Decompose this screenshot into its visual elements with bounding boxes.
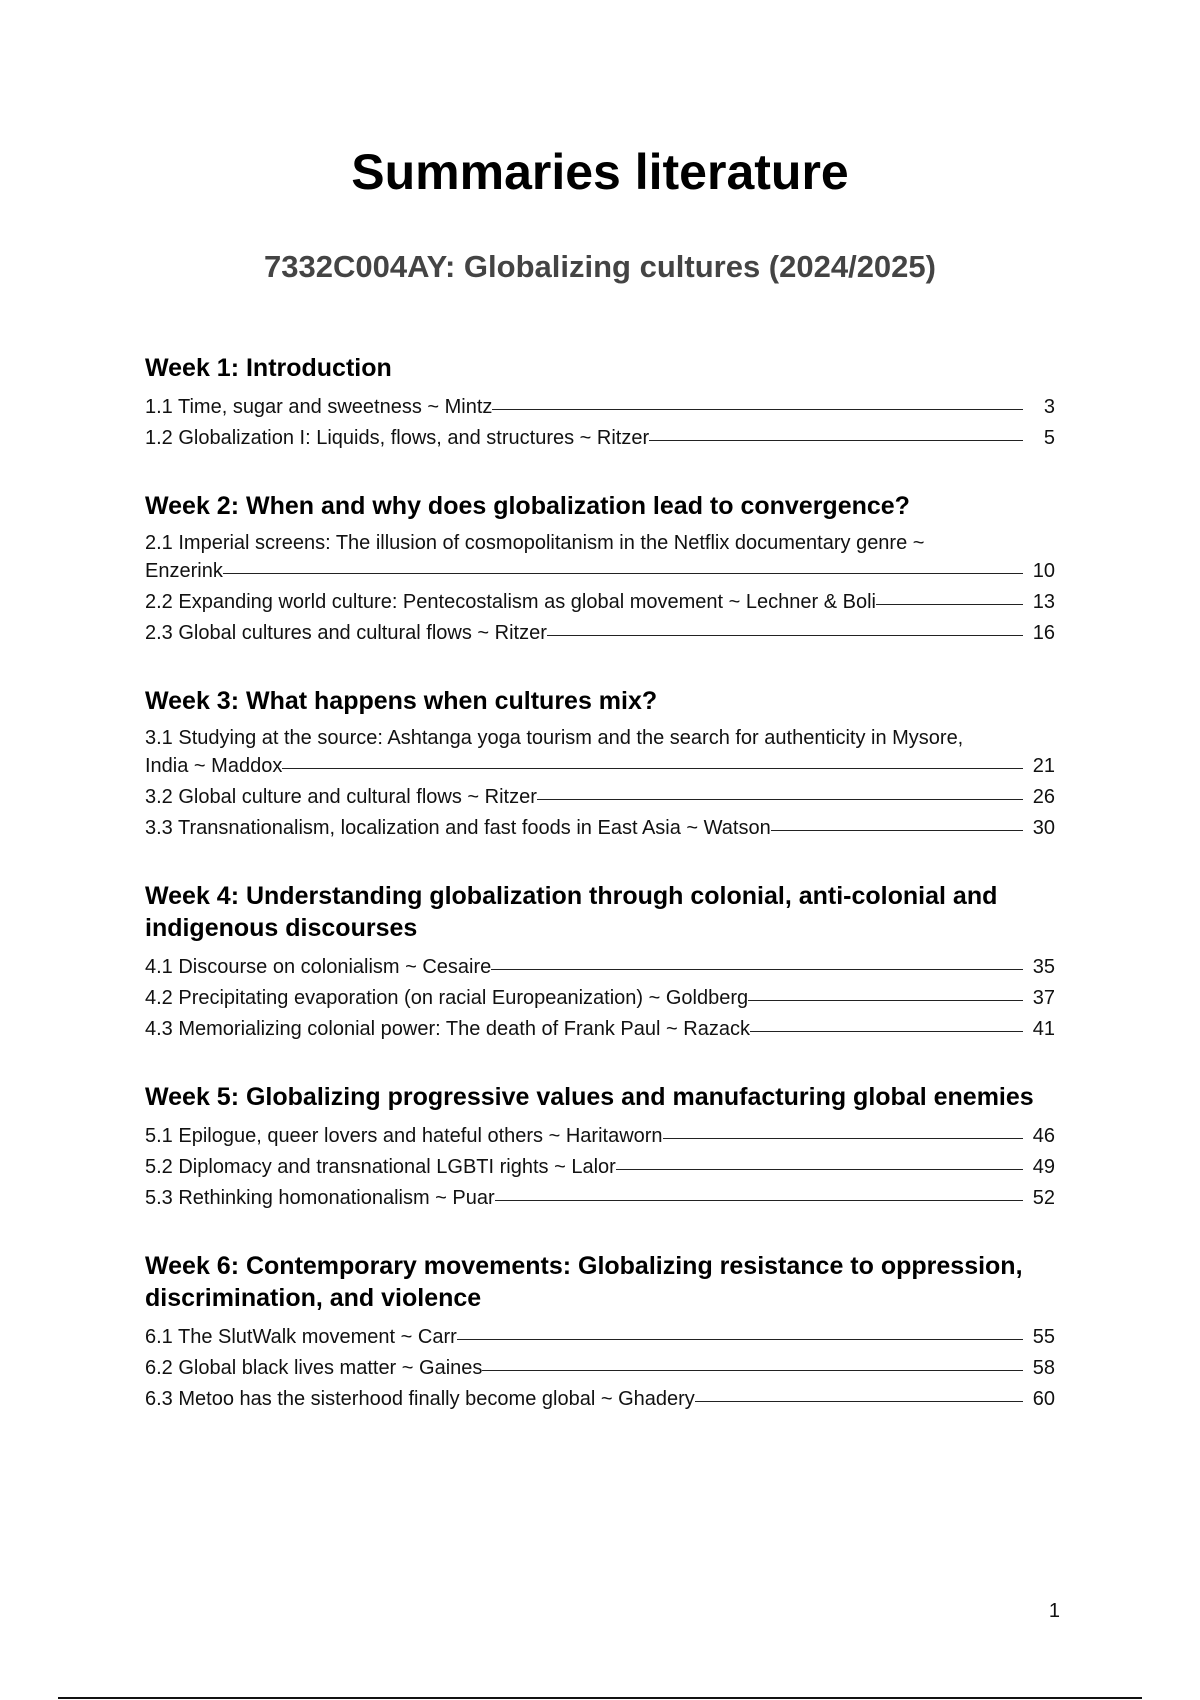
toc-entry[interactable] bbox=[145, 1322, 1055, 1353]
dot-leader bbox=[537, 799, 1023, 800]
toc-week-6 bbox=[145, 1250, 1055, 1415]
footer-divider bbox=[58, 1697, 1142, 1699]
entry-page-number: 21 bbox=[1032, 755, 1055, 777]
week-heading: Week 6: Contemporary movements: Globalizing resistance to oppression, discrimination, and violence bbox=[145, 1252, 1023, 1312]
toc-entry[interactable] bbox=[145, 392, 1055, 423]
entry-page-number: 30 bbox=[1032, 817, 1055, 839]
page-number: 1 bbox=[1048, 1600, 1060, 1622]
dot-leader bbox=[482, 1370, 1023, 1371]
entry-title: 3.2 Global culture and cultural flows ~ Ritzer bbox=[145, 786, 537, 808]
entry-page-number: 49 bbox=[1032, 1156, 1055, 1178]
dot-leader bbox=[547, 635, 1023, 636]
dot-leader bbox=[876, 604, 1023, 605]
entry-title: 4.2 Precipitating evaporation (on racial Europeanization) ~ Goldberg bbox=[145, 987, 749, 1009]
entry-page-number: 55 bbox=[1032, 1326, 1055, 1348]
toc-entry[interactable] bbox=[145, 1121, 1055, 1152]
entry-page-number: 60 bbox=[1032, 1388, 1055, 1410]
dot-leader bbox=[495, 1200, 1023, 1201]
entry-page-number: 13 bbox=[1032, 591, 1055, 613]
dot-leader bbox=[649, 440, 1023, 441]
entry-title: 5.2 Diplomacy and transnational LGBTI rights ~ Lalor bbox=[145, 1156, 616, 1178]
dot-leader bbox=[663, 1138, 1023, 1139]
toc-entry[interactable] bbox=[145, 530, 1055, 587]
document-title: Summaries literature bbox=[351, 144, 849, 200]
entry-page-number: 41 bbox=[1032, 1018, 1055, 1040]
dot-leader bbox=[750, 1031, 1023, 1032]
toc-entry[interactable] bbox=[145, 1014, 1055, 1045]
entry-page-number: 35 bbox=[1032, 956, 1055, 978]
entry-page-number: 52 bbox=[1032, 1187, 1055, 1209]
week-heading: Week 3: What happens when cultures mix? bbox=[145, 687, 658, 715]
toc-entry[interactable] bbox=[145, 618, 1055, 649]
entry-title: 3.3 Transnationalism, localization and fast foods in East Asia ~ Watson bbox=[145, 817, 771, 839]
entry-page-number: 16 bbox=[1032, 622, 1055, 644]
toc-week-1 bbox=[145, 352, 1055, 454]
entry-title: 6.3 Metoo has the sisterhood finally become global ~ Ghadery bbox=[145, 1388, 695, 1410]
entry-title-line2: India ~ Maddox bbox=[145, 755, 283, 777]
dot-leader bbox=[492, 409, 1023, 410]
dot-leader bbox=[282, 768, 1023, 769]
entry-page-number: 3 bbox=[1043, 396, 1055, 418]
entry-page-number: 37 bbox=[1032, 987, 1055, 1009]
week-heading: Week 2: When and why does globalization lead to convergence? bbox=[145, 492, 910, 520]
toc-entry[interactable] bbox=[145, 1384, 1055, 1415]
dot-leader bbox=[491, 969, 1023, 970]
table-of-contents bbox=[145, 352, 1055, 1451]
toc-week-3 bbox=[145, 685, 1055, 844]
toc-week-5 bbox=[145, 1081, 1055, 1214]
entry-title-line1: 3.1 Studying at the source: Ashtanga yoga tourism and the search for authenticity in Mysore, bbox=[145, 727, 964, 749]
entry-title: 2.2 Expanding world culture: Pentecostalism as global movement ~ Lechner & Boli bbox=[145, 591, 876, 613]
entry-title: 5.1 Epilogue, queer lovers and hateful others ~ Haritaworn bbox=[145, 1125, 663, 1147]
entry-page-number: 26 bbox=[1032, 786, 1055, 808]
entry-title: 1.1 Time, sugar and sweetness ~ Mintz bbox=[145, 396, 493, 418]
toc-entry[interactable] bbox=[145, 952, 1055, 983]
entry-title: 6.2 Global black lives matter ~ Gaines bbox=[145, 1357, 483, 1379]
entry-title-line1: 2.1 Imperial screens: The illusion of cosmopolitanism in the Netflix documentary genre ~ bbox=[145, 532, 925, 554]
toc-entry[interactable] bbox=[145, 587, 1055, 618]
week-heading: Week 4: Understanding globalization through colonial, anti-colonial and indigenous discourses bbox=[145, 882, 998, 942]
entry-title-line2: Enzerink bbox=[145, 560, 223, 582]
entry-page-number: 58 bbox=[1032, 1357, 1055, 1379]
entry-title: 6.1 The SlutWalk movement ~ Carr bbox=[145, 1326, 457, 1348]
dot-leader bbox=[616, 1169, 1023, 1170]
entry-title: 4.3 Memorializing colonial power: The death of Frank Paul ~ Razack bbox=[145, 1018, 750, 1040]
entry-page-number: 46 bbox=[1032, 1125, 1055, 1147]
week-heading: Week 5: Globalizing progressive values and manufacturing global enemies bbox=[145, 1083, 1034, 1111]
dot-leader bbox=[748, 1000, 1023, 1001]
toc-week-2 bbox=[145, 490, 1055, 649]
entry-title: 2.3 Global cultures and cultural flows ~ Ritzer bbox=[145, 622, 547, 644]
toc-entry[interactable] bbox=[145, 423, 1055, 454]
toc-entry[interactable] bbox=[145, 1152, 1055, 1183]
dot-leader bbox=[695, 1401, 1023, 1402]
toc-week-4 bbox=[145, 880, 1055, 1045]
toc-entry[interactable] bbox=[145, 1353, 1055, 1384]
dot-leader bbox=[457, 1339, 1023, 1340]
toc-entry[interactable] bbox=[145, 983, 1055, 1014]
toc-entry[interactable] bbox=[145, 1183, 1055, 1214]
entry-title: 4.1 Discourse on colonialism ~ Cesaire bbox=[145, 956, 492, 978]
entry-page-number: 10 bbox=[1032, 560, 1055, 582]
week-heading: Week 1: Introduction bbox=[145, 354, 392, 382]
document-subtitle: 7332C004AY: Globalizing cultures (2024/2025) bbox=[264, 249, 936, 284]
toc-entry[interactable] bbox=[145, 813, 1055, 844]
dot-leader bbox=[771, 830, 1023, 831]
entry-page-number: 5 bbox=[1043, 427, 1055, 449]
toc-entry[interactable] bbox=[145, 782, 1055, 813]
dot-leader bbox=[223, 573, 1023, 574]
entry-title: 1.2 Globalization I: Liquids, flows, and structures ~ Ritzer bbox=[145, 427, 650, 449]
toc-entry[interactable] bbox=[145, 725, 1055, 782]
entry-title: 5.3 Rethinking homonationalism ~ Puar bbox=[145, 1187, 495, 1209]
